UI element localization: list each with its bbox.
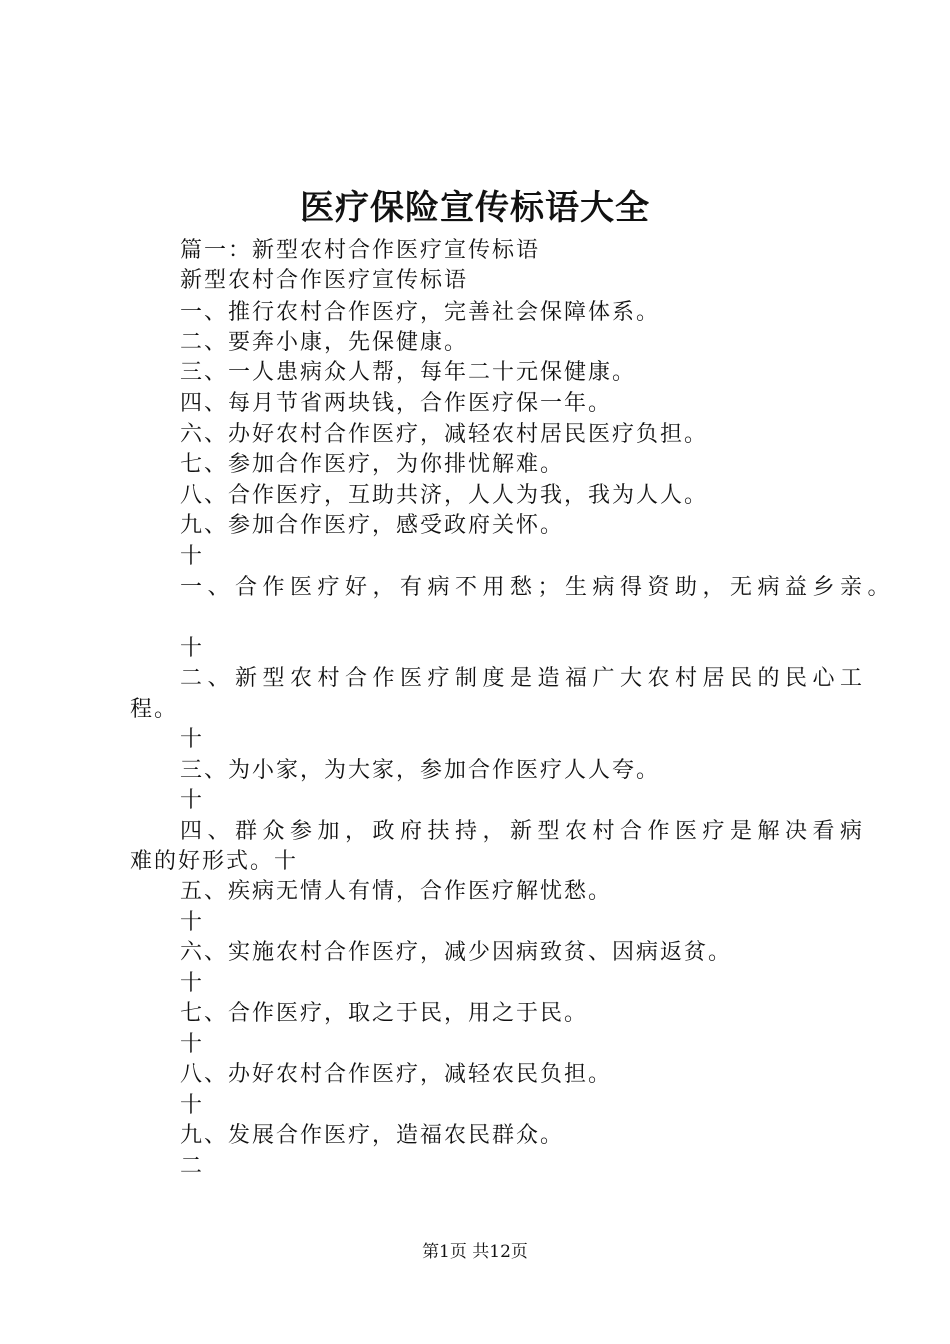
text-line: 十 [180,1032,205,1057]
text-line: 十 [180,910,205,935]
text-line: 八、办好农村合作医疗，减轻农民负担。 [180,1062,613,1087]
text-line: 三、为小家，为大家，参加合作医疗人人夸。 [180,758,661,783]
text-line: 十 [180,544,205,569]
text-line: 新型农村合作医疗宣传标语 [180,268,469,293]
text-line: 四、群众参加，政府扶持，新型农村合作医疗是解决看病 [180,819,868,844]
text-line: 六、办好农村合作医疗，减轻农村居民医疗负担。 [180,422,709,447]
text-line: 二、要奔小康，先保健康。 [180,330,469,355]
text-line: 十 [180,1093,205,1118]
text-line: 四、每月节省两块钱，合作医疗保一年。 [180,391,613,416]
text-line: 十 [180,788,205,813]
text-line: 一、推行农村合作医疗，完善社会保障体系。 [180,300,661,325]
text-line: 六、实施农村合作医疗，减少因病致贫、因病返贫。 [180,940,733,965]
text-line: 一、合作医疗好，有病不用愁；生病得资助，无病益乡亲。 [180,575,896,600]
text-line: 十 [180,727,205,752]
text-line: 八、合作医疗，互助共济，人人为我，我为人人。 [180,483,709,508]
text-line: 七、合作医疗，取之于民，用之于民。 [180,1001,589,1026]
text-line: 五、疾病无情人有情，合作医疗解忧愁。 [180,879,613,904]
text-line: 二 [180,1154,205,1179]
text-line: 篇一：新型农村合作医疗宣传标语 [180,238,541,263]
text-line: 九、参加合作医疗，感受政府关怀。 [180,513,565,538]
text-line: 十 [180,636,205,661]
text-line: 三、一人患病众人帮，每年二十元保健康。 [180,360,637,385]
text-line: 难的好形式。十 [130,849,299,874]
text-line: 程。 [130,697,179,722]
text-line: 七、参加合作医疗，为你排忧解难。 [180,452,565,477]
text-line: 二、新型农村合作医疗制度是造福广大农村居民的民心工 [180,666,868,691]
document-title: 医疗保险宣传标语大全 [300,188,650,228]
text-line: 九、发展合作医疗，造福农民群众。 [180,1123,565,1148]
text-line: 十 [180,971,205,996]
page-footer: 第1页 共12页 [422,1242,528,1262]
